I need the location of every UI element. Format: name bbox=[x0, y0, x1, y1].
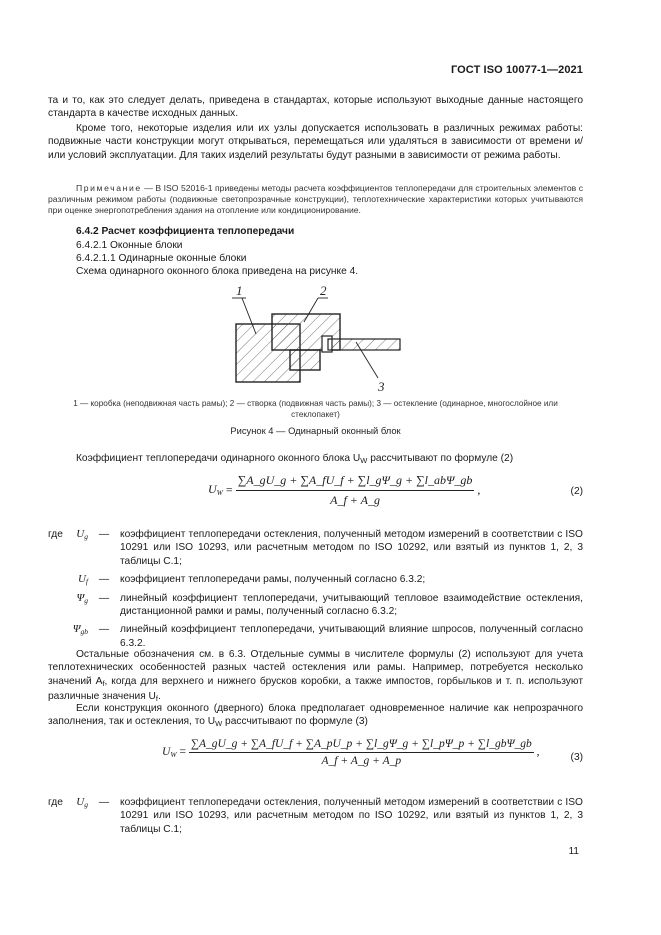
formula2-lhs: $U_W$ bbox=[208, 482, 223, 498]
page-number: 11 bbox=[568, 846, 579, 857]
formula3-denominator: A_f + A_g + A_p bbox=[321, 755, 402, 767]
formula3-numerator: ∑A_gU_g + ∑A_fU_f + ∑A_pU_p + ∑l_gΨ_g + ∑l_pΨ_p + ∑l_gbΨ_gb bbox=[189, 738, 534, 753]
formula-2: $U_W$ = $\frac{\text{∑A\_gU\_g + ∑A\_fU\_f + ∑l\_gΨ\_g + ∑l\_abΨ\_gb}}{A\_f + A\_g}$ , bbox=[208, 473, 481, 507]
definition-text: линейный коэффициент теплопередачи, учитывающий влияние шпросов, полученный согласно 6.3.2. bbox=[120, 624, 583, 649]
definition-text: коэффициент теплопередачи остекления, полученный методом измерений в соответствии с ISO 10291 или ISO 10293, или расчетным методом по ISO 10292, или взятый из пунктов 1, 2, 3 таблицы С.1; bbox=[120, 797, 583, 835]
definition-text: коэффициент теплопередачи рамы, полученный согласно 6.3.2; bbox=[120, 574, 426, 586]
definition-symbol: $U_f$ bbox=[77, 573, 88, 587]
definition-text: линейный коэффициент теплопередачи, учитывающий тепловое взаимодействие остекления, дистанционной рамки и рамы, полученный согласно 6.3.2; bbox=[120, 592, 583, 618]
paragraph-opaque-infill: Если конструкция оконного (дверного) блока предполагает одновременное наличие как непрозрачного заполнения, так и остекления, то $U_W$ рассчитывают по формуле (3) bbox=[48, 703, 583, 729]
formula3-lhs: $U_W$ bbox=[162, 746, 177, 760]
section-heading: 6.4.2 Расчет коэффициента теплопередачи bbox=[76, 226, 295, 237]
paragraph-continuation: та и то, как это следует делать, приведена в стандартах, которые используют выходные данные настоящего стандарта в качестве исходных данных. bbox=[48, 95, 583, 120]
formula3-fraction bbox=[189, 738, 534, 767]
formula2-number: (2) bbox=[570, 486, 583, 497]
formula2-fraction bbox=[236, 473, 475, 508]
formula2-denominator: A_f + A_g bbox=[330, 493, 380, 507]
figure-caption: Рисунок 4 — Одинарный оконный блок bbox=[230, 425, 401, 436]
figure-legend: 1 — коробка (неподвижная часть рамы); 2 — створка (подвижная часть рамы); 3 — остекление (одинарное, многослойное или стеклопакет) bbox=[73, 399, 558, 419]
subsection-single-window: 6.4.2.1.1 Одинарные оконные блоки bbox=[76, 253, 247, 264]
paragraph-operating-modes: Кроме того, некоторые изделия или их узлы допускается использовать в различных режимах работы: подвижные части конструкции могут открываться, перемещаться или удаляться в зависимости от времени и/или условий эксплуатации. Для таких изделий результаты будут разными в зависимости от режима работы. bbox=[48, 123, 583, 161]
note-label: Примечание bbox=[76, 183, 142, 193]
subsection-window-units: 6.4.2.1 Оконные блоки bbox=[76, 240, 183, 251]
paragraph-other-symbols: Остальные обозначения см. в 6.3. Отдельные суммы в числителе формулы (2) используют для учета теплотехнических особенностей разных частей остекления или рамы. Например, потребуется несколько значений $A_f$, когда для верхнего и нижнего брусков коробки, а также импостов, горбыльков и т. п. используют различные значения $U_f$. bbox=[48, 649, 583, 704]
definitions-list bbox=[48, 528, 583, 650]
figure-intro: Схема одинарного оконного блока приведена на рисунке 4. bbox=[76, 266, 359, 277]
window-unit-diagram bbox=[228, 282, 408, 392]
definition-symbol: $\Psi_{gb}$ bbox=[72, 623, 88, 637]
definition-symbol: $U_g$ bbox=[76, 528, 88, 541]
definitions-list-2 bbox=[48, 796, 583, 836]
formula2-intro-tail: рассчитывают по формуле (2) bbox=[367, 453, 514, 464]
figure-label-3: 3 bbox=[378, 379, 385, 392]
formula2-intro-text: Коэффициент теплопередачи одинарного оконного блока U bbox=[76, 453, 361, 464]
note-text: — В ISO 52016-1 приведены методы расчета коэффициентов теплопередачи для строительных элементов с различным режимом работы (подвижные светопрозрачные конструкции), теплотехнические характеристики которых учитываются при оценке энергопотребления здания на отопление или кондиционирование. bbox=[48, 183, 583, 216]
definition-text: коэффициент теплопередачи остекления, полученный методом измерений в соответствии с ISO 10291 или ISO 10293, или расчетным методом по ISO 10292, или взятый из пунктов 1, 2, 3 таблицы С.1; bbox=[120, 529, 583, 567]
definition-uf: $U_f$ — коэффициент теплопередачи рамы, полученный согласно 6.3.2; bbox=[48, 573, 583, 586]
definition-prefix: где bbox=[48, 529, 63, 540]
definition-ug: где $U_g$ — коэффициент теплопередачи остекления, полученный методом измерений в соответствии с ISO 10291 или ISO 10293, или расчетным методом по ISO 10292, или взятый из пунктов 1, 2, 3 таблицы С.1; bbox=[48, 528, 583, 567]
definition-psi-gb: $\Psi_{gb}$ — линейный коэффициент теплопередачи, учитывающий влияние шпросов, полученный согласно 6.3.2. bbox=[48, 623, 583, 650]
formula3-number: (3) bbox=[570, 752, 583, 763]
sash-lower-section bbox=[290, 350, 320, 370]
definition-symbol: $\Psi_g$ bbox=[76, 591, 88, 605]
formula2-numerator: ∑A_gU_g + ∑A_fU_f + ∑l_gΨ_g + ∑l_abΨ_gb bbox=[236, 473, 475, 491]
document-header: ГОСТ ISO 10077-1—2021 bbox=[450, 64, 583, 76]
formula-3: $U_W$ = $\frac{\text{∑A\_gU\_g + ∑A\_fU\_f + ∑A\_pU\_p + ∑l\_gΨ\_g + ∑l\_pΨ\_p + ∑l\_gbΨ\_gb}}{A\_f + A\_g + A\_p}$ , bbox=[162, 738, 540, 767]
figure-label-2: 2 bbox=[320, 283, 327, 298]
definition-symbol: $U_g$ bbox=[76, 796, 88, 809]
formula2-intro-sub: W bbox=[360, 456, 368, 465]
formula2-intro bbox=[76, 452, 513, 467]
definition-psi-g: $\Psi_g$ — линейный коэффициент теплопередачи, учитывающий тепловое взаимодействие остекления, дистанционной рамки и рамы, полученный согласно 6.3.2; bbox=[48, 592, 583, 619]
glazing-pane bbox=[328, 339, 400, 350]
note-block bbox=[48, 183, 583, 217]
figure-label-1: 1 bbox=[236, 283, 243, 298]
definition-ug-2: где $U_g$ — коэффициент теплопередачи остекления, полученный методом измерений в соответствии с ISO 10291 или ISO 10293, или расчетным методом по ISO 10292, или взятый из пунктов 1, 2, 3 таблицы С.1; bbox=[48, 796, 583, 835]
